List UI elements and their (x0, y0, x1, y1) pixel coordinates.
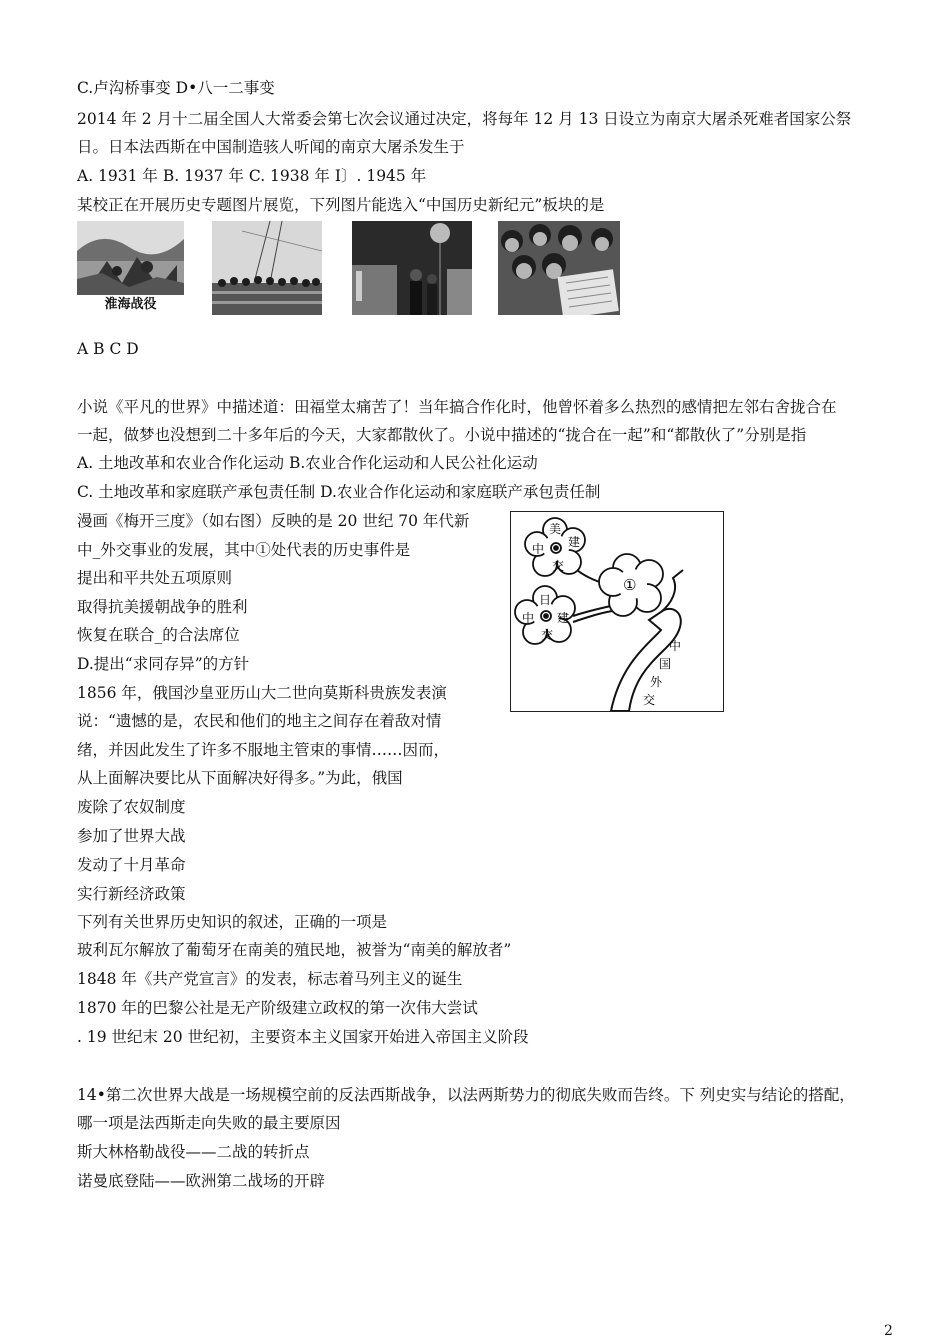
text-line: 2014 年 2 月十二届全国人大常委会第七次会议通过决定，将每年 12 月 13 日设立为南京大屠杀死难者国家公祭 (77, 110, 852, 128)
text-line: 1856 年，俄国沙皇亚历山大二世向莫斯科贵族发表演 (77, 684, 447, 702)
text-line: 发动了十月革命 (77, 856, 186, 874)
plum-cartoon-figure (510, 511, 724, 712)
photo-caption: 淮海战役 (77, 295, 184, 315)
branch-char: 外 (650, 675, 663, 689)
text-line: A. 土地改革和农业合作化运动 B.农业合作化运动和人民公社化运动 (77, 454, 538, 472)
photo-tiananmen-ceremony (352, 221, 472, 315)
center-marker: ① (623, 576, 637, 594)
flower2-char: 建 (557, 611, 570, 625)
branch-char: 国 (659, 657, 672, 671)
text-line: C.卢沟桥事变 D•八一二事变 (77, 79, 275, 97)
text-line: 从上面解决要比从下面解决好得多。”为此，俄国 (77, 769, 403, 787)
text-line: C. 土地改革和家庭联产承包责任制 D.农业合作化运动和家庭联产承包责任制 (77, 483, 601, 501)
text-line: 恢复在联合_的合法席位 (77, 626, 240, 644)
text-line: 某校正在开展历史专题图片展览，下列图片能选入“中国历史新纪元”板块的是 (77, 196, 605, 214)
flower1-char: 建 (568, 535, 581, 549)
text-line: 漫画《梅开三度》（如右图）反映的是 20 世纪 70 年代新 (77, 512, 470, 530)
text-line: 绪，并因此发生了许多不服地主管束的事情……因而， (77, 741, 450, 759)
text-line: A. 1931 年 B. 1937 年 C. 1938 年 I〕. 1945 年 (77, 167, 427, 185)
photo-reading-news (498, 221, 620, 315)
text-line: 斯大林格勒战役——二战的转折点 (77, 1143, 310, 1161)
page-number: 2 (884, 1323, 893, 1339)
options-abcd: A B C D (77, 340, 139, 358)
text-line: 实行新经济政策 (77, 885, 186, 903)
text-line: 提出和平共处五项原则 (77, 569, 233, 587)
text-line: D.提出“求同存异”的方针 (77, 655, 250, 673)
flower1-char: 中 (532, 542, 545, 556)
branch-char: 交 (643, 693, 656, 707)
text-line: 中_外交事业的发展，其中①处代表的历史事件是 (77, 541, 411, 559)
text-line: 哪一项是法西斯走向失败的最主要原因 (77, 1114, 341, 1132)
flower2-char: 日 (539, 593, 552, 607)
text-line: 取得抗美援朝战争的胜利 (77, 598, 248, 616)
text-line: 参加了世界大战 (77, 827, 186, 845)
flower1-char: 交 (552, 559, 565, 573)
text-line: 日。日本法西斯在中国制造骇人听闻的南京大屠杀发生于 (77, 138, 465, 156)
flower1-char: 美 (549, 522, 562, 536)
flower2-char: 交 (541, 628, 554, 642)
text-line: 下列有关世界历史知识的叙述，正确的一项是 (77, 913, 388, 931)
photo-founding-ceremony (212, 221, 322, 315)
text-line: 玻利瓦尔解放了葡萄牙在南美的殖民地，被誉为“南美的解放者” (77, 941, 512, 959)
text-line: 说：“遗憾的是，农民和他们的地主之间存在着敌对情 (77, 712, 442, 730)
flower2-char: 中 (522, 611, 535, 625)
photo-huaihai-battle (77, 221, 184, 315)
branch-char: 中 (669, 639, 682, 653)
text-line: 废除了农奴制度 (77, 798, 186, 816)
text-line: 1848 年《共产党宣言》的发表，标志着马列主义的诞生 (77, 970, 463, 988)
text-line: 1870 年的巴黎公社是无产阶级建立政权的第一次伟大尝试 (77, 999, 478, 1017)
text-line: 诺曼底登陆——欧洲第二战场的开辟 (77, 1172, 326, 1190)
text-line: 一起，做梦也没想到二十多年后的今天，大家都散伙了。小说中描述的“拢合在一起”和“都散伙了”分别是指 (77, 426, 807, 444)
text-line: 小说《平凡的世界》中描述道：田福堂太痛苦了！当年搞合作化时，他曾怀着多么热烈的感情把左邻右舍拢合在 (77, 398, 837, 416)
text-line: 14•第二次世界大战是一场规模空前的反法西斯战争，以法两斯势力的彻底失败而告终。下 列史实与结论的搭配， (77, 1086, 855, 1104)
text-line: . 19 世纪末 20 世纪初，主要资本主义国家开始进入帝国主义阶段 (77, 1028, 529, 1046)
